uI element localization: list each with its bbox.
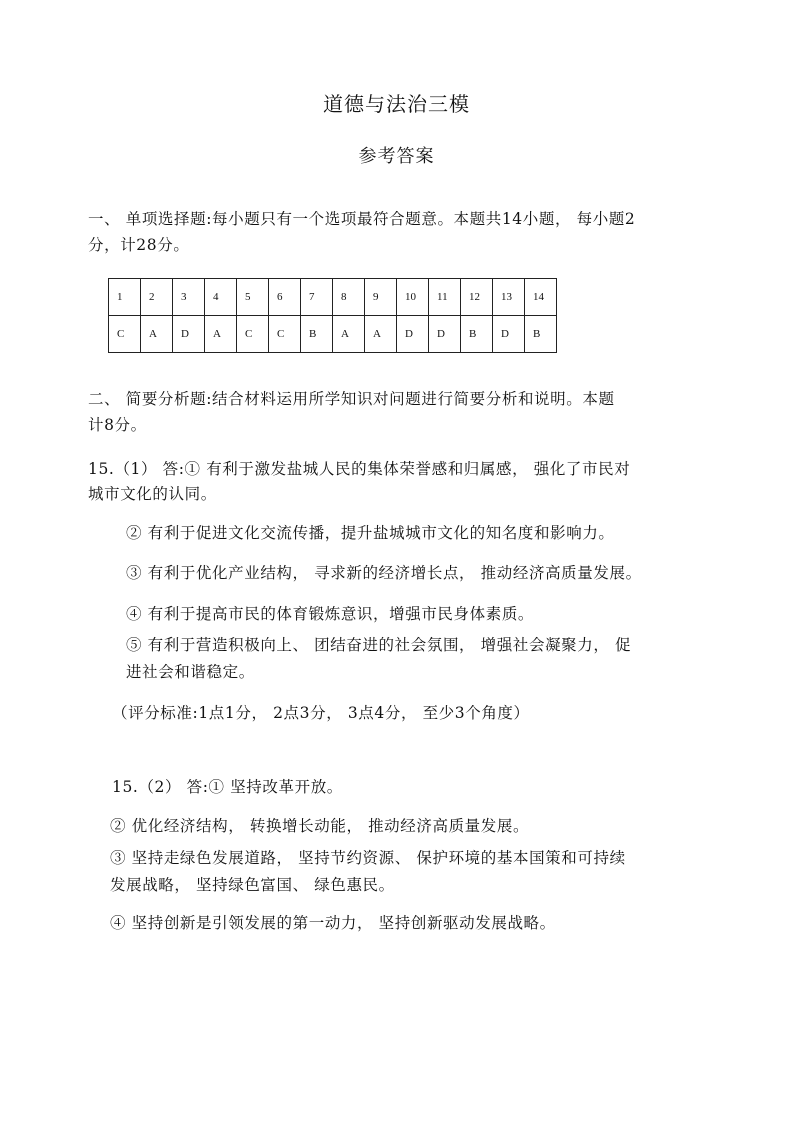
answer-letter: D: [173, 316, 205, 353]
q15-2-answer-line1: 15.（2） 答:① 坚持改革开放。: [112, 778, 343, 796]
answer-letter: B: [525, 316, 557, 353]
answer-table-number-row: [109, 279, 557, 316]
q15-1-point5-line1: ⑤ 有利于营造积极向上、 团结奋进的社会氛围， 增强社会凝聚力， 促: [126, 636, 632, 654]
q15-1-point2: ② 有利于促进文化交流传播，提升盐城城市文化的知名度和影响力。: [126, 524, 615, 542]
question-number: 12: [461, 279, 493, 316]
answer-table-answer-row: [109, 316, 557, 353]
q15-1-point3: ③ 有利于优化产业结构， 寻求新的经济增长点， 推动经济高质量发展。: [126, 564, 642, 582]
section2-instruction-line2: 计8分。: [88, 416, 147, 434]
answer-letter: D: [429, 316, 461, 353]
q15-2-point4: ④ 坚持创新是引领发展的第一动力， 坚持创新驱动发展战略。: [110, 914, 556, 932]
question-number: 3: [173, 279, 205, 316]
question-number: 5: [237, 279, 269, 316]
answer-letter: A: [333, 316, 365, 353]
question-number: 4: [205, 279, 237, 316]
q15-1-point4: ④ 有利于提高市民的体育锻炼意识，增强市民身体素质。: [126, 605, 535, 623]
question-number: 13: [493, 279, 525, 316]
answer-letter: A: [205, 316, 237, 353]
question-number: 9: [365, 279, 397, 316]
question-number: 2: [141, 279, 173, 316]
answer-letter: A: [141, 316, 173, 353]
answer-letter: C: [237, 316, 269, 353]
question-number: 10: [397, 279, 429, 316]
answer-letter: B: [301, 316, 333, 353]
question-number: 11: [429, 279, 461, 316]
question-number: 6: [269, 279, 301, 316]
answer-letter: D: [493, 316, 525, 353]
answer-letter: D: [397, 316, 429, 353]
document-subtitle: 参考答案: [358, 146, 435, 167]
section2-instruction-line1: 二、 简要分析题:结合材料运用所学知识对问题进行简要分析和说明。本题: [88, 390, 615, 408]
q15-1-answer-line2: 城市文化的认同。: [88, 485, 217, 503]
question-number: 1: [109, 279, 141, 316]
q15-1-answer-line1: 15.（1） 答:① 有利于激发盐城人民的集体荣誉感和归属感， 强化了市民对: [88, 460, 631, 478]
answer-letter: B: [461, 316, 493, 353]
q15-2-point2: ② 优化经济结构， 转换增长动能， 推动经济高质量发展。: [110, 817, 530, 835]
q15-1-scoring-standard: （评分标准:1点1分， 2点3分， 3点4分， 至少3个角度）: [112, 704, 530, 722]
question-number: 8: [333, 279, 365, 316]
q15-2-point3-line2: 发展战略， 坚持绿色富国、 绿色惠民。: [110, 876, 395, 894]
question-number: 14: [525, 279, 557, 316]
answer-table: [108, 278, 557, 353]
section1-instruction-line2: 分，计28分。: [88, 236, 190, 254]
answer-letter: A: [365, 316, 397, 353]
answer-letter: C: [109, 316, 141, 353]
answer-letter: C: [269, 316, 301, 353]
q15-2-point3-line1: ③ 坚持走绿色发展道路， 坚持节约资源、 保护环境的基本国策和可持续: [110, 849, 626, 867]
document-title: 道德与法治三模: [323, 92, 470, 116]
section1-instruction-line1: 一、 单项选择题:每小题只有一个选项最符合题意。本题共14小题， 每小题2: [88, 210, 636, 228]
q15-1-point5-line2: 进社会和谐稳定。: [126, 663, 255, 681]
question-number: 7: [301, 279, 333, 316]
